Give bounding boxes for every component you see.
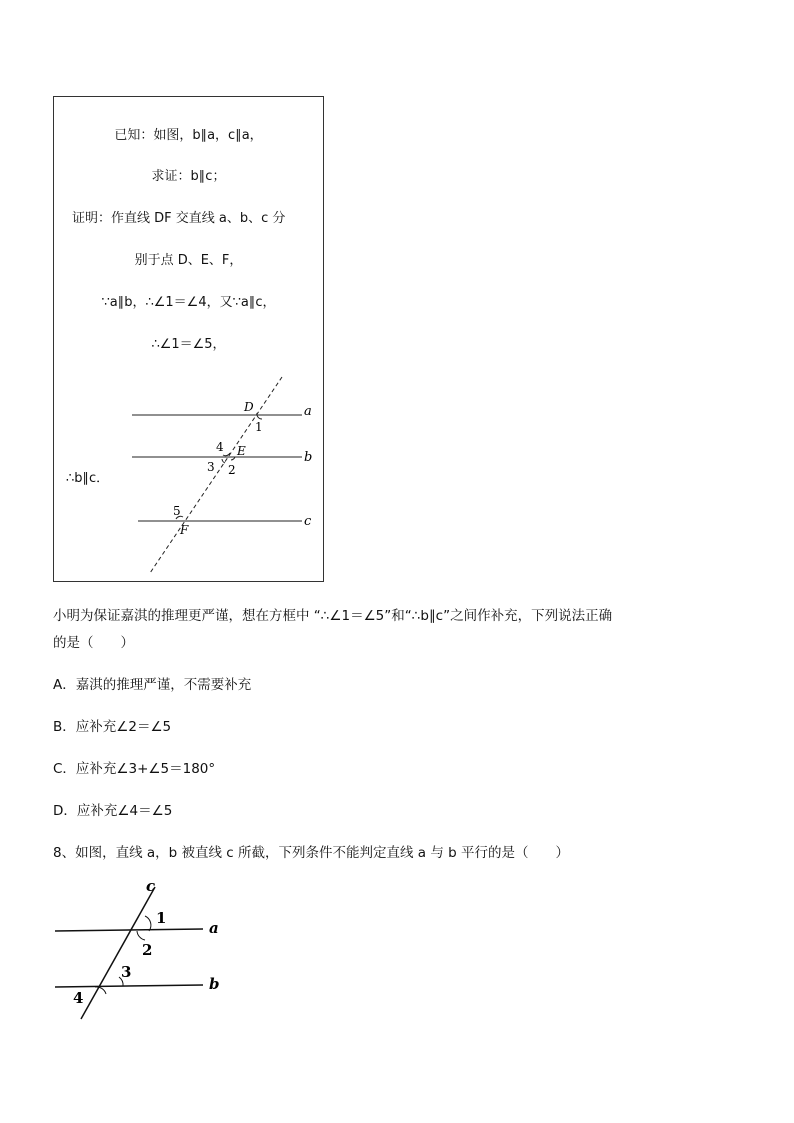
q7-option-c: C．应补充∠3+∠5＝180° bbox=[53, 761, 216, 777]
proof-goal: 求证：b∥c； bbox=[151, 169, 226, 184]
label-a: a bbox=[304, 404, 312, 419]
proof-step-1: 证明：作直线 DF 交直线 a、b、c 分 bbox=[72, 211, 286, 226]
angle-arc-3 bbox=[222, 459, 225, 463]
q8-arc-2 bbox=[137, 931, 145, 940]
parallel-lines-figure bbox=[54, 97, 325, 583]
label-f: F bbox=[180, 523, 189, 537]
q8-line-b bbox=[55, 985, 203, 987]
q7-option-b: B．应补充∠2＝∠5 bbox=[53, 719, 172, 735]
proof-step-4: ∴∠1＝∠5， bbox=[151, 337, 226, 352]
label-angle-5: 5 bbox=[173, 504, 181, 518]
label-d: D bbox=[244, 400, 254, 414]
q7-option-d: D．应补充∠4＝∠5 bbox=[53, 803, 173, 819]
q8-label-b: b bbox=[209, 975, 220, 993]
label-angle-2: 2 bbox=[228, 463, 236, 477]
transversal-df bbox=[150, 377, 282, 573]
q8-label-c: c bbox=[146, 877, 156, 895]
proof-step-2: 别于点 D、E、F， bbox=[134, 253, 243, 268]
q8-label-4: 4 bbox=[73, 989, 84, 1007]
q7-stem-line2: 的是（ ） bbox=[53, 635, 134, 651]
q8-figure bbox=[53, 875, 253, 1025]
proof-given: 已知：如图，b∥a，c∥a， bbox=[114, 128, 263, 143]
proof-step-3: ∵a∥b，∴∠1＝∠4，又∵a∥c， bbox=[101, 295, 276, 310]
label-angle-1: 1 bbox=[255, 420, 263, 434]
q8-arc-1 bbox=[145, 916, 151, 931]
q7-option-a: A．嘉淇的推理严谨，不需要补充 bbox=[53, 677, 252, 693]
q7-stem-line1: 小明为保证嘉淇的推理更严谨，想在方框中 “∴∠1＝∠5”和“∴b∥c”之间作补充，下列说法正确 bbox=[53, 608, 613, 624]
label-b: b bbox=[304, 450, 313, 465]
q8-label-2: 2 bbox=[142, 941, 153, 959]
q8-stem: 8、如图，直线 a，b 被直线 c 所截，下列条件不能判定直线 a 与 b 平行的是（ ） bbox=[53, 845, 570, 861]
q8-line-a bbox=[55, 929, 203, 931]
proof-conclusion: ∴b∥c． bbox=[66, 471, 110, 486]
q8-label-3: 3 bbox=[121, 963, 132, 981]
label-angle-3: 3 bbox=[207, 460, 215, 474]
label-e: E bbox=[237, 444, 246, 458]
q8-label-a: a bbox=[209, 919, 219, 937]
label-angle-4: 4 bbox=[216, 440, 224, 454]
proof-box bbox=[53, 96, 324, 582]
q8-label-1: 1 bbox=[156, 909, 167, 927]
label-c: c bbox=[304, 514, 312, 529]
